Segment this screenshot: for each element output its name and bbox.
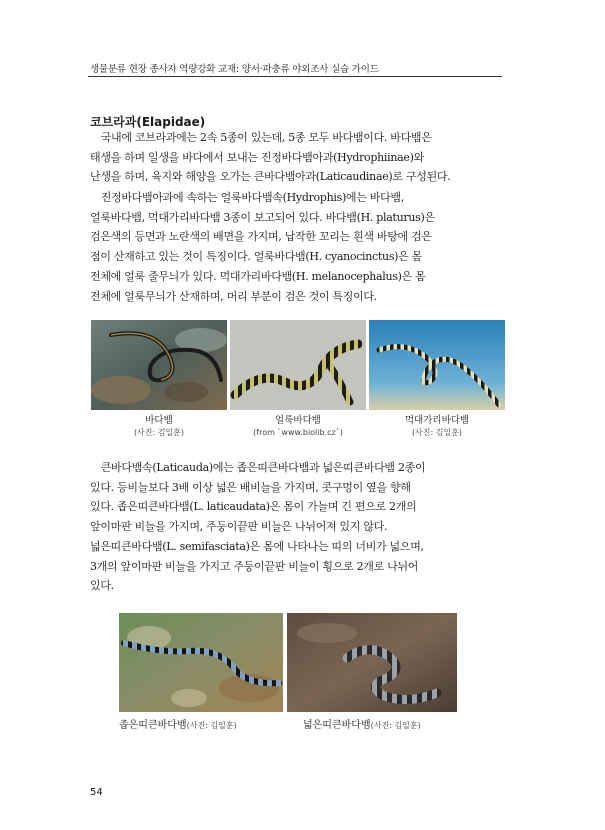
- text-line: 국내에 코브라과에는 2속 5종이 있는데, 5종 모두 바다뱀이다. 바다뱀은: [90, 131, 432, 144]
- caption-blackheaded-sea-snake: [369, 415, 505, 439]
- caption-wide-banded-sea-krait: [303, 716, 421, 731]
- text-line: 있다. 좁은띠큰바다뱀(L. laticaudata)은 몸이 가늘며 긴 편으로 2개의: [90, 500, 417, 514]
- caption-sea-snake: [91, 415, 227, 439]
- text-line: 태생을 하며 일생을 바다에서 보내는 진정바다뱀아과(Hydrophiinae)와: [90, 150, 424, 164]
- text-line: 진정바다뱀아과에 속하는 얼룩바다뱀속(Hydrophis)에는 바다뱀,: [90, 191, 404, 204]
- photo-sea-snake: [91, 320, 227, 410]
- caption-credit: (사진: 김일훈): [133, 428, 185, 437]
- text-line: 넓은띠큰바다뱀(L. semifasciata)은 몸에 나타나는 띠의 너비가 넓으며,: [90, 539, 424, 553]
- text-line: 있다. 등비늘보다 3배 이상 넓은 배비늘을 가지며, 콧구멍이 옆을 향해: [90, 480, 411, 494]
- header-divider: [88, 76, 502, 77]
- section-title: 코브라과(Elapidae): [90, 115, 206, 129]
- photo-banded-sea-snake: [230, 320, 366, 410]
- caption-title: 넓은띠큰바다뱀: [303, 720, 371, 731]
- text-line: 점이 산재하고 있는 것이 특징이다. 얼룩바다뱀(H. cyanocinctus)은 몸: [90, 250, 423, 264]
- text-line: 얼룩바다뱀, 먹대가리바다뱀 3종이 보고되어 있다. 바다뱀(H. platurus)은: [90, 210, 435, 224]
- photo-narrow-banded-sea-krait: [119, 613, 283, 712]
- text-line: 난생을 하며, 육지와 해양을 오가는 큰바다뱀아과(Laticaudinae)로 구성된다.: [90, 170, 451, 184]
- page-number: 54: [90, 787, 103, 798]
- caption-banded-sea-snake: [230, 415, 366, 439]
- paragraph-hydrophis: [90, 188, 520, 306]
- text-line: 전체에 얼룩무늬가 산재하며, 머리 부분이 검은 것이 특징이다.: [90, 289, 377, 303]
- caption-title: 먹대가리바다뱀: [404, 415, 470, 426]
- text-line: 큰바다뱀속(Laticauda)에는 좁은띠큰바다뱀과 넓은띠큰바다뱀 2종이: [90, 461, 426, 474]
- paragraph-laticauda: [90, 458, 520, 596]
- text-line: 3개의 앞이마판 비늘을 가지고 주둥이끝판 비늘이 횡으로 2개로 나뉘어: [90, 559, 419, 573]
- paragraph-cobra-intro: [90, 128, 520, 187]
- caption-title: 얼룩바다뱀: [275, 415, 321, 426]
- caption-credit: (사진: 김일훈): [186, 721, 237, 730]
- text-line: 앞이마판 비늘을 가지며, 주둥이끝판 비늘은 나뉘어져 있지 않다.: [90, 520, 388, 534]
- caption-title: 바다뱀: [145, 415, 173, 426]
- photo-wide-banded-sea-krait: [287, 613, 457, 712]
- caption-narrow-banded-sea-krait: [119, 716, 237, 731]
- running-header: 생물분류 현장 종사자 역량강화 교재: 양서·파충류 야외조사 실습 가이드: [90, 64, 379, 75]
- caption-credit: (사진: 김일훈): [411, 428, 463, 437]
- text-line: 검은색의 등면과 노란색의 배면을 가지며, 납작한 꼬리는 흰색 바탕에 검은: [90, 230, 432, 244]
- text-line: 있다.: [90, 579, 114, 593]
- text-line: 전체에 얼룩 줄무늬가 있다. 먹대가리바다뱀(H. melanocephalus)은 몸: [90, 269, 426, 283]
- caption-title: 좁은띠큰바다뱀: [119, 720, 187, 731]
- caption-credit: (from `www.biolib.cz`): [253, 428, 343, 437]
- caption-credit: (사진: 김일훈): [370, 721, 421, 730]
- photo-blackheaded-sea-snake: [369, 320, 505, 410]
